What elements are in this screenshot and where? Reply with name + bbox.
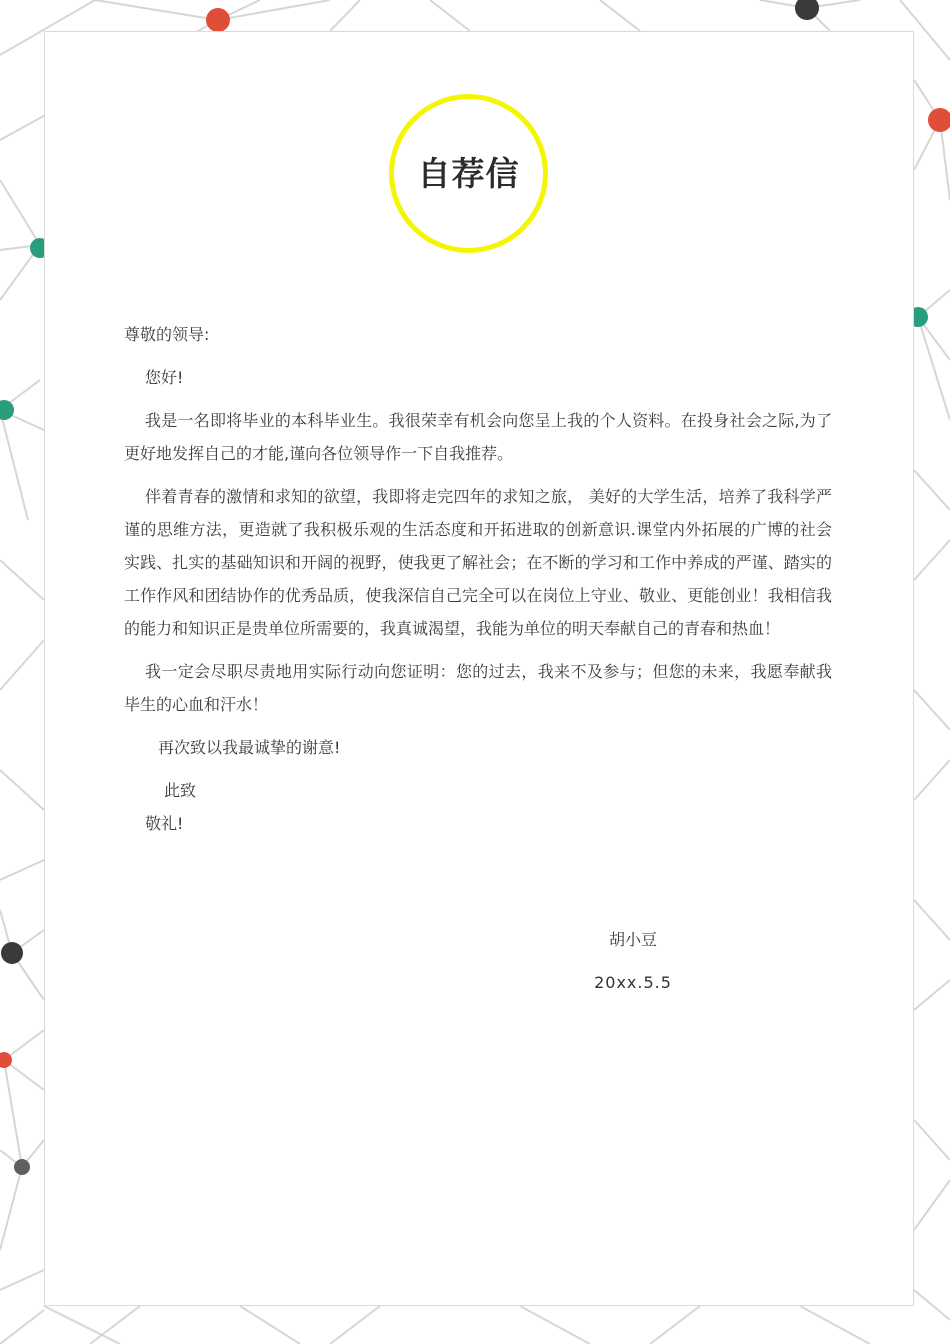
letter-body (124, 318, 832, 840)
closing-line-1: 此致 (164, 781, 197, 800)
thanks-line: 再次致以我最诚挚的谢意! (158, 738, 341, 757)
date: 20xx.5.5 (594, 973, 672, 992)
closing-line-2: 敬礼! (145, 814, 184, 833)
paragraph-3: 我一定会尽职尽责地用实际行动向您证明：您的过去，我来不及参与；但您的未来，我愿奉献我毕生的心血和汗水！ (124, 662, 832, 714)
paragraph-2: 伴着青春的激情和求知的欲望，我即将走完四年的求知之旅， 美好的大学生活，培养了我科学严谨的思维方法，更造就了我积极乐观的生活态度和开拓进取的创新意识.课堂内外拓展的广博的社会实践、扎实的基础知识和开阔的视野，使我更了解社会；在不断的学习和工作中养成的严谨、踏实的工作作风和团结协作的优秀品质，使我深信自己完全可以在岗位上守业、敬业、更能创业！我相信我的能力和知识正是贵单位所需要的，我真诚渴望，我能为单位的明天奉献自己的青春和热血！ (124, 487, 832, 638)
page-title: 自荐信 (417, 154, 520, 193)
greeting: 您好! (145, 368, 184, 387)
salutation: 尊敬的领导: (124, 325, 210, 344)
signature: 胡小豆 (608, 930, 657, 949)
paragraph-1: 我是一名即将毕业的本科毕业生。我很荣幸有机会向您呈上我的个人资料。在投身社会之际,为了更好地发挥自己的才能,谨向各位领导作一下自我推荐。 (124, 411, 832, 463)
